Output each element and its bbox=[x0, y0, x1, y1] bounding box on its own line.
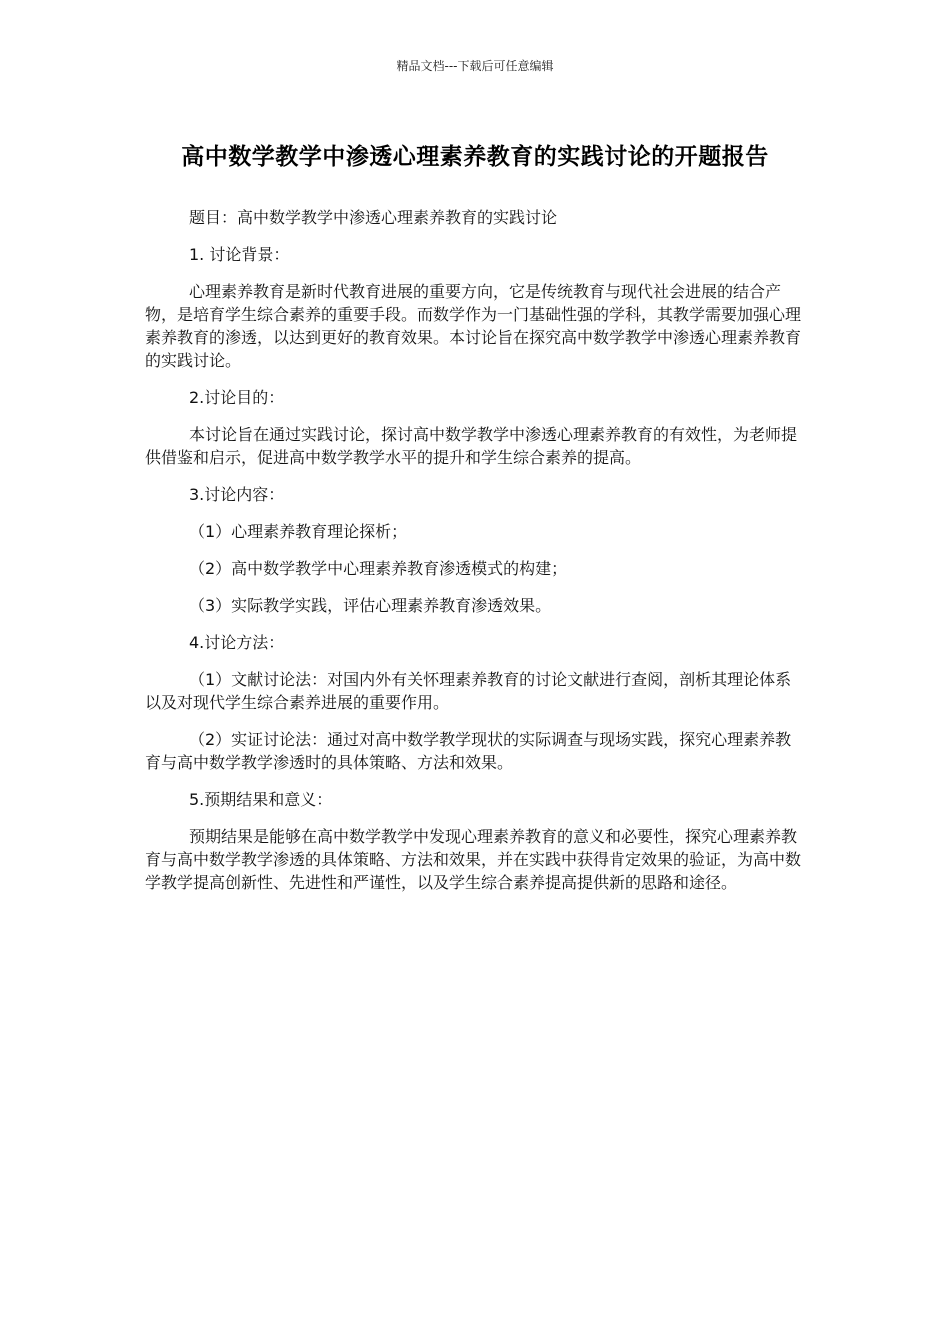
document-body bbox=[145, 206, 807, 908]
paragraph-background: 心理素养教育是新时代教育进展的重要方向，它是传统教育与现代社会进展的结合产物，是培育学生综合素养的重要手段。而数学作为一门基础性强的学科，其教学需要加强心理素养教育的渗透，以达到更好的教育效果。本讨论旨在探究高中数学教学中渗透心理素养教育的实践讨论。 bbox=[145, 282, 802, 370]
paragraph-topic: 题目：高中数学教学中渗透心理素养教育的实践讨论 bbox=[189, 208, 558, 227]
heading-method: 4.讨论方法： bbox=[189, 633, 285, 652]
heading-content: 3.讨论内容： bbox=[189, 485, 285, 504]
content-item-3: （3）实际教学实践，评估心理素养教育渗透效果。 bbox=[189, 596, 552, 615]
content-item-1: （1）心理素养教育理论探析； bbox=[189, 522, 408, 541]
document-title: 高中数学教学中渗透心理素养教育的实践讨论的开题报告 bbox=[181, 144, 769, 170]
heading-purpose: 2.讨论目的： bbox=[189, 388, 285, 407]
heading-background: 1. 讨论背景： bbox=[189, 245, 290, 264]
paragraph-purpose: 本讨论旨在通过实践讨论，探讨高中数学教学中渗透心理素养教育的有效性，为老师提供借鉴和启示，促进高中数学教学水平的提升和学生综合素养的提高。 bbox=[145, 425, 798, 467]
content-item-2: （2）高中数学教学中心理素养教育渗透模式的构建； bbox=[189, 559, 568, 578]
method-item-2: （2）实证讨论法：通过对高中数学教学现状的实际调查与现场实践，探究心理素养教育与高中数学教学渗透时的具体策略、方法和效果。 bbox=[145, 730, 792, 772]
heading-expected-results: 5.预期结果和意义： bbox=[189, 790, 333, 809]
page-header: 精品文档---下载后可任意编辑 bbox=[396, 59, 554, 73]
paragraph-expected-results: 预期结果是能够在高中数学教学中发现心理素养教育的意义和必要性，探究心理素养教育与高中数学教学渗透的具体策略、方法和效果，并在实践中获得肯定效果的验证，为高中数学教学提高创新性、先进性和严谨性，以及学生综合素养提高提供新的思路和途径。 bbox=[145, 827, 802, 892]
method-item-1: （1）文献讨论法：对国内外有关怀理素养教育的讨论文献进行查阅，剖析其理论体系以及对现代学生综合素养进展的重要作用。 bbox=[145, 670, 792, 712]
